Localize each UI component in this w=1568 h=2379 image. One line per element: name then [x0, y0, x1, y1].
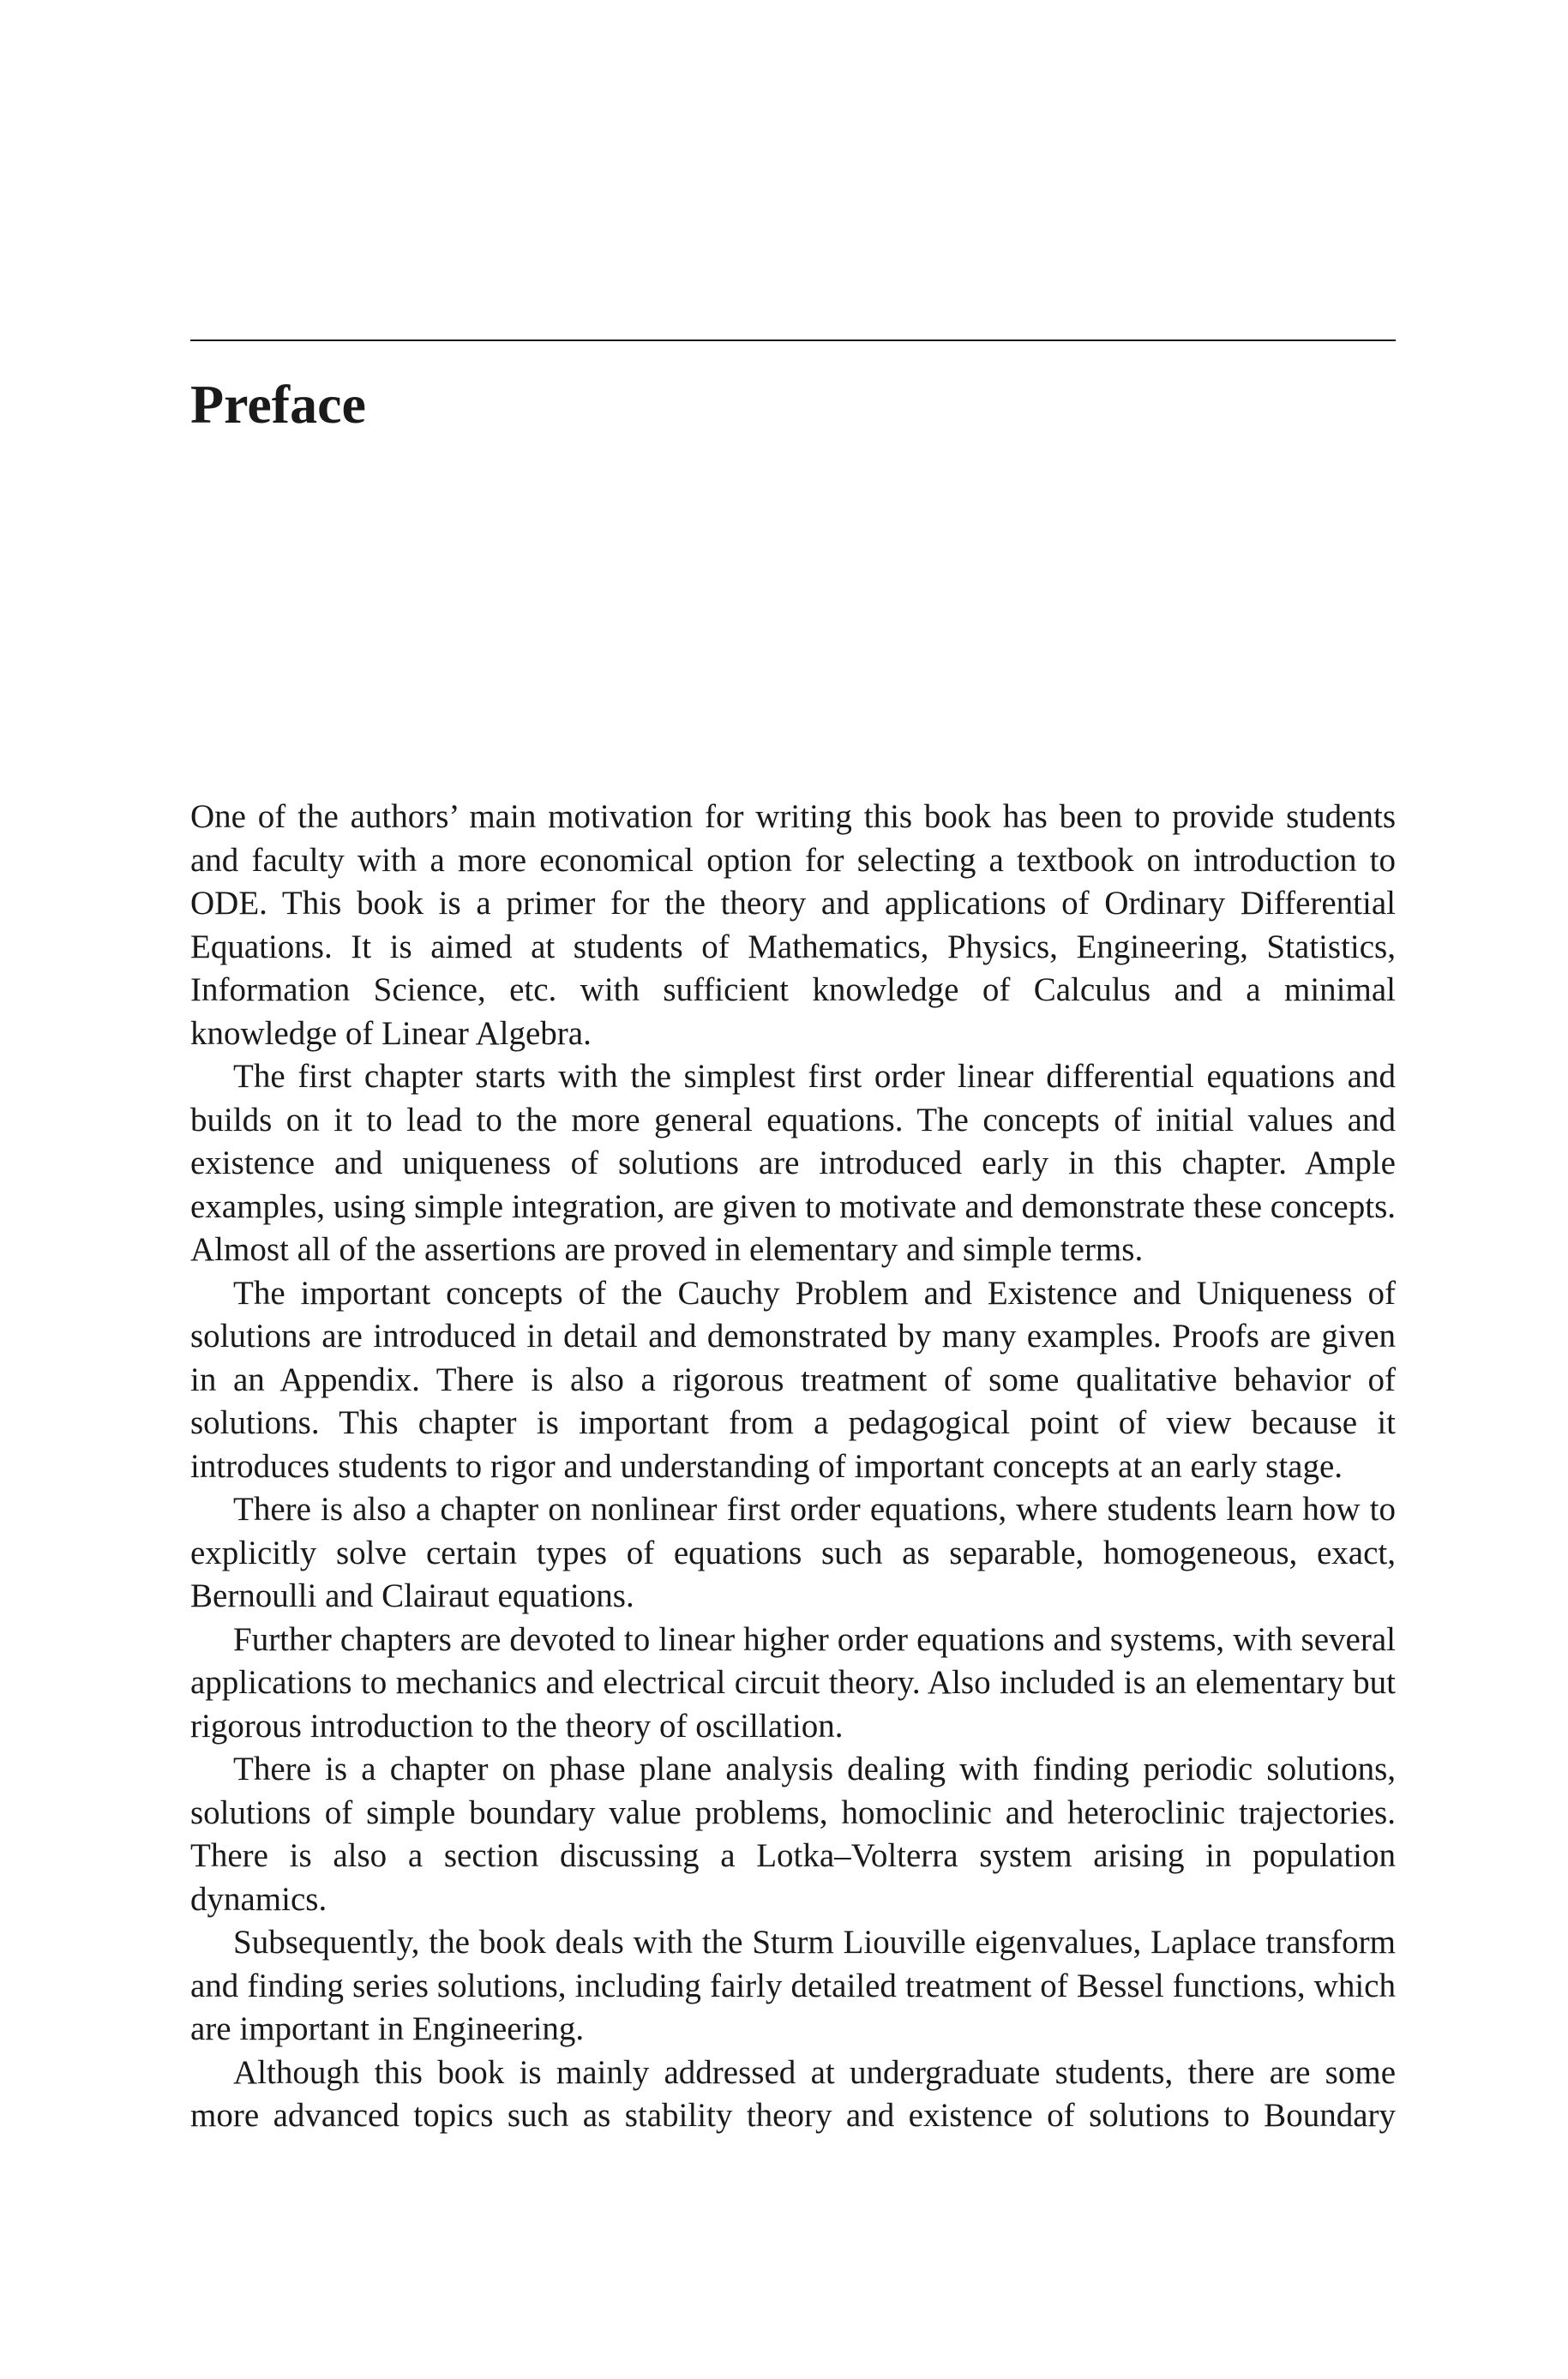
paragraph-2: The first chapter starts with the simplest first order linear differential equations and builds on it to lead to the more general equations. The concepts of initial values and existence and uniqueness of solutions are introduced early in this chapter. Ample examples, using simple integration, are given to motivate and demonstrate these concepts. Almost all of the assertions are proved in elementary and simple terms. — [190, 1058, 1396, 1268]
preface-body — [190, 796, 1396, 2138]
title-rule — [190, 339, 1396, 341]
page-title: Preface — [190, 374, 366, 435]
paragraph-5: Further chapters are devoted to linear higher order equations and systems, with several applications to mechanics and electrical circuit theory. Also included is an elementary but rigorous introduction to the theory of oscillation. — [190, 1620, 1396, 1745]
paragraph-6: There is a chapter on phase plane analysis dealing with finding periodic solutions, solutions of simple boundary value problems, homoclinic and heteroclinic trajectories. There is also a section discussing a Lotka–Volterra system arising in population dynamics. — [190, 1751, 1396, 1918]
paragraph-7: Subsequently, the book deals with the Sturm Liouville eigenvalues, Laplace transform and finding series solutions, including fairly detailed treatment of Bessel functions, which are important in Engineering. — [190, 1924, 1396, 2047]
paragraph-1: One of the authors’ main motivation for writing this book has been to provide students and faculty with a more economical option for selecting a textbook on introduction to ODE. This book is a primer for the theory and applications of Ordinary Differential Equations. It is aimed at students of Mathematics, Physics, Engineering, Statistics, Information Science, etc. with sufficient knowledge of Calculus and a minimal knowledge of Linear Algebra. — [190, 798, 1396, 1052]
paragraph-3: The important concepts of the Cauchy Problem and Existence and Uniqueness of solutions are introduced in detail and demonstrated by many examples. Proofs are given in an Appendix. There is also a rigorous treatment of some qualitative behavior of solutions. This chapter is important from a pedagogical point of view because it introduces students to rigor and understanding of important concepts at an early stage. — [190, 1274, 1396, 1485]
paragraph-8: Although this book is mainly addressed at undergraduate students, there are some more advanced topics such as stability theory and existence of solutions to Boundary — [190, 2053, 1396, 2134]
paragraph-4: There is also a chapter on nonlinear first order equations, where students learn how to explicitly solve certain types of equations such as separable, homogeneous, exact, Bernoulli and Clairaut equations. — [190, 1491, 1396, 1614]
